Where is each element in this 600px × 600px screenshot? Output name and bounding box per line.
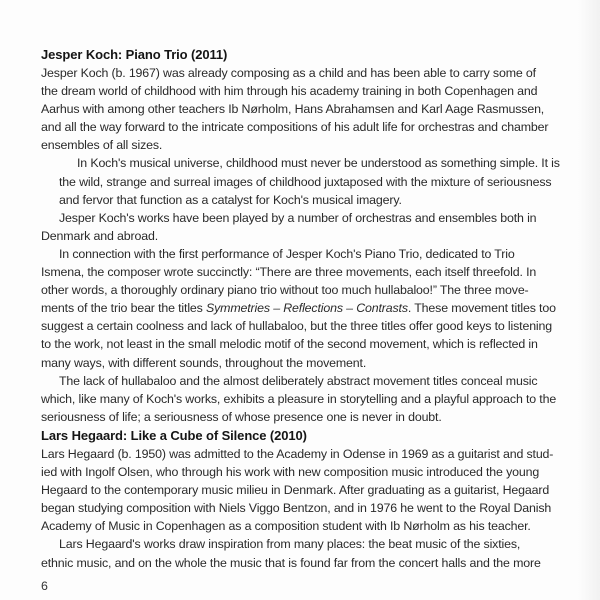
text-line: suggest a certain coolness and lack of hullabaloo, but the three titles offer good keys to listening (41, 319, 553, 334)
text-line: seriousness of life; a seriousness of whose presence one is never in doubt. (41, 409, 442, 424)
paragraph (41, 154, 561, 208)
text-line: Lars Hegaard (b. 1950) was admitted to the Academy in Odense in 1969 as a guitarist and stud- (41, 447, 554, 461)
text-line: and all the way forward to the intricate compositions of his adult life for orchestras and chamber (41, 120, 549, 135)
text-line: the dream world of childhood with him through his academy training in both Copenhagen and (41, 84, 538, 99)
section-lars-hegaard (41, 427, 561, 572)
text-line: ensembles of all sizes. (41, 138, 163, 153)
paragraph (41, 372, 561, 426)
section-title: Lars Hegaard: Like a Cube of Silence (2010) (41, 428, 307, 443)
text-line: The lack of hullabaloo and the almost deliberately abstract movement titles conceal music (59, 373, 538, 388)
paragraph (41, 209, 561, 245)
text-line: and fervor that function as a catalyst for Koch's musical imagery. (59, 192, 402, 207)
text-line: Aarhus with among other teachers Ib Nørholm, Hans Abrahamsen and Karl Aage Rasmussen, (41, 102, 545, 117)
text-span: . These movement titles too (407, 301, 556, 316)
text-line: many ways, with different sounds, throughout the movement. (41, 355, 367, 370)
text-line: In connection with the first performance of Jesper Koch's Piano Trio, dedicated to Trio (59, 246, 515, 261)
text-line: other words, a thoroughly ordinary piano trio without too much hullabaloo!” The three move- (41, 283, 529, 298)
text-line: the wild, strange and surreal images of childhood juxtaposed with the mixture of seriousness (59, 174, 552, 189)
text-line: In Koch's musical universe, childhood must never be understood as something simple. It is (77, 156, 560, 171)
text-line: began studying composition with Niels Viggo Bentzon, and in 1976 he went to the Royal Danish (41, 501, 552, 516)
paragraph (41, 245, 561, 372)
text-line: Jesper Koch's works have been played by a number of orchestras and ensembles both in (59, 210, 537, 225)
text-line: Denmark and abroad. (41, 228, 158, 243)
text-line: to the work, not least in the small melodic motif of the second movement, which is reflected in (41, 337, 538, 352)
page-number: 6 (41, 579, 48, 593)
text-line: Academy of Music in Copenhagen as a composition student with Ib Nørholm as his teacher. (41, 519, 531, 534)
paragraph (41, 445, 561, 535)
text-line: Hegaard to the contemporary music milieu in Denmark. After graduating as a guitarist, Hegaard (41, 483, 550, 498)
text-span: ments of the trio bear the titles (41, 301, 207, 316)
text-line: ied with Ingolf Olsen, who through his work with new composition music introduced the young (41, 465, 540, 480)
text-line: Lars Hegaard's works draw inspiration from many places: the beat music of the sixties, (59, 537, 521, 552)
text-line: Ismena, the composer wrote succinctly: “There are three movements, each itself threefold. In (41, 265, 537, 280)
section-jesper-koch (41, 46, 561, 426)
text-line: Jesper Koch (b. 1967) was already composing as a child and has been able to carry some of (41, 66, 536, 80)
text-line: which, like many of Koch's works, exhibits a pleasure in storytelling and a playful approach to the (41, 391, 557, 406)
text-line: ethnic music, and on the whole the music that is found far from the concert halls and the more (41, 555, 541, 570)
paragraph (41, 64, 561, 154)
paragraph (41, 535, 561, 571)
movement-titles: Symmetries – Reflections – Contrasts (206, 301, 408, 316)
page-edge-shadow (578, 0, 600, 600)
text-line (41, 299, 561, 317)
section-title: Jesper Koch: Piano Trio (2011) (41, 47, 228, 62)
